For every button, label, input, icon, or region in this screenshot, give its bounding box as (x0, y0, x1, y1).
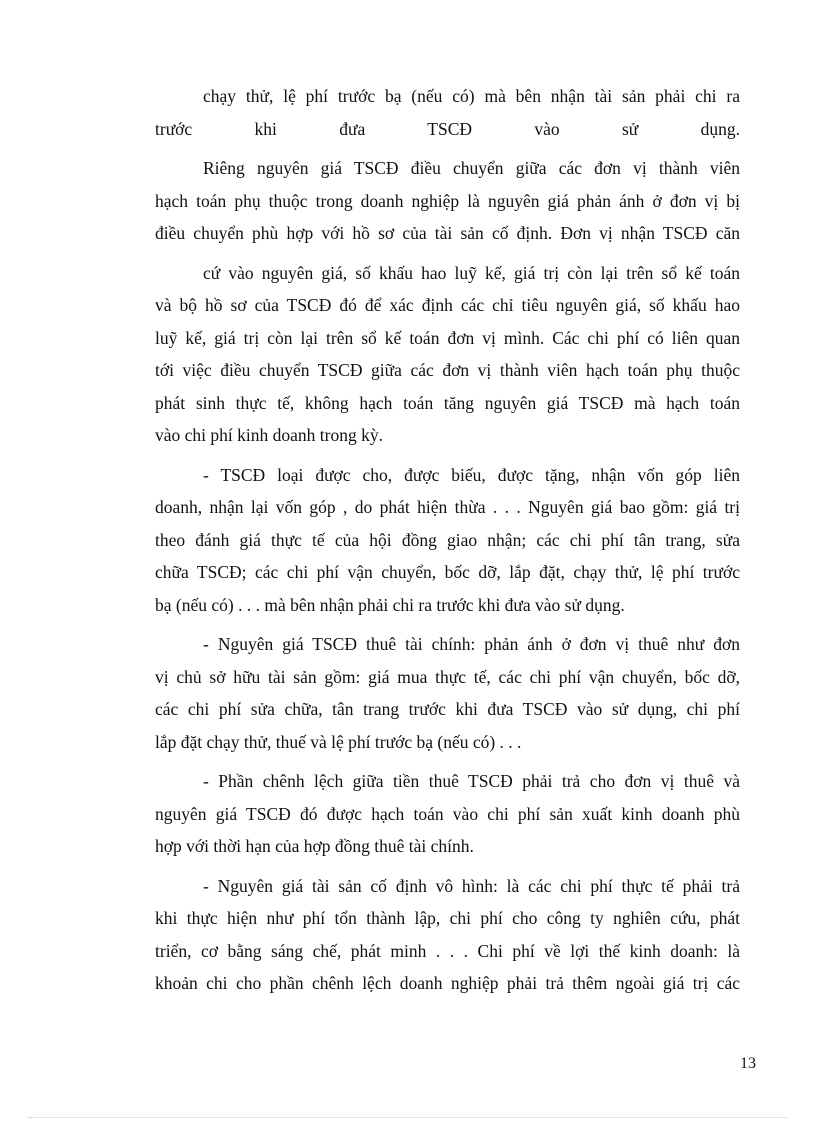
text-line: vị chủ sở hữu tài sản gồm: giá mua thực tế, các chi phí vận chuyển, bốc dỡ, (155, 666, 740, 687)
paragraph (155, 257, 740, 452)
text-line: doanh, nhận lại vốn góp , do phát hiện thừa . . . Nguyên giá bao gồm: giá trị (155, 497, 740, 517)
text-line: phát sinh thực tế, không hạch toán tăng nguyên giá TSCĐ mà hạch toán (155, 392, 740, 413)
paragraph (155, 765, 740, 863)
text-line: hạch toán phụ thuộc trong doanh nghiệp là nguyên giá phản ánh ở đơn vị bị (155, 190, 740, 211)
paragraph-gap (155, 621, 740, 628)
paragraph (155, 628, 740, 758)
footer-divider (28, 1117, 788, 1118)
paragraph (155, 459, 740, 622)
paragraph-gap (155, 863, 740, 870)
text-line: Riêng nguyên giá TSCĐ điều chuyển giữa các đơn vị thành viên (203, 158, 740, 178)
text-line: các chi phí sửa chữa, tân trang trước khi đưa TSCĐ vào sử dụng, chi phí (155, 699, 740, 719)
paragraph (155, 152, 740, 250)
paragraph (155, 870, 740, 1000)
text-line: - TSCĐ loại được cho, được biếu, được tặng, nhận vốn góp liên (203, 464, 740, 485)
text-line: khi thực hiện như phí tổn thành lập, chi phí cho công ty nghiên cứu, phát (155, 908, 740, 928)
text-line: nguyên giá TSCĐ đó được hạch toán vào chi phí sản xuất kinh doanh phù (155, 803, 740, 824)
page-number: 13 (740, 1055, 756, 1072)
text-line: vào chi phí kinh doanh trong kỳ. (155, 425, 383, 445)
text-line: chạy thử, lệ phí trước bạ (nếu có) mà bên nhận tài sản phải chi ra (203, 86, 740, 106)
text-line: - Nguyên giá tài sản cố định vô hình: là các chi phí thực tế phải trả (203, 875, 740, 896)
paragraph-gap (155, 758, 740, 765)
text-line: lắp đặt chạy thử, thuế và lệ phí trước bạ (nếu có) . . . (155, 731, 522, 752)
text-line: bạ (nếu có) . . . mà bên nhận phải chi ra trước khi đưa vào sử dụng. (155, 594, 625, 615)
text-line: hợp với thời hạn của hợp đồng thuê tài chính. (155, 836, 474, 856)
text-line: điều chuyển phù hợp với hồ sơ của tài sản cố định. Đơn vị nhận TSCĐ căn (155, 223, 740, 243)
text-line: khoản chi cho phần chênh lệch doanh nghiệp phải trả thêm ngoài giá trị các (155, 973, 740, 993)
text-line: chữa TSCĐ; các chi phí vận chuyển, bốc dỡ, lắp đặt, chạy thử, lệ phí trước (155, 562, 740, 582)
paragraph-gap (155, 452, 740, 459)
text-line: tới việc điều chuyển TSCĐ giữa các đơn vị thành viên hạch toán phụ thuộc (155, 360, 740, 380)
paragraph (155, 80, 740, 145)
text-line: trước khi đưa TSCĐ vào sử dụng. (155, 118, 740, 139)
paragraph-gap (155, 145, 740, 152)
text-line: cứ vào nguyên giá, số khấu hao luỹ kế, giá trị còn lại trên sổ kế toán (203, 262, 740, 283)
text-line: - Nguyên giá TSCĐ thuê tài chính: phản ánh ở đơn vị thuê như đơn (203, 634, 740, 654)
text-line: luỹ kế, giá trị còn lại trên sổ kế toán đơn vị mình. Các chi phí có liên quan (155, 327, 740, 348)
text-line: theo đánh giá thực tế của hội đồng giao nhận; các chi phí tân trang, sửa (155, 529, 740, 550)
body-text (155, 80, 740, 1000)
text-line: triển, cơ bằng sáng chế, phát minh . . . Chi phí về lợi thế kinh doanh: là (155, 940, 740, 961)
text-line: và bộ hồ sơ của TSCĐ đó để xác định các chỉ tiêu nguyên giá, số khấu hao (155, 295, 740, 315)
paragraph-gap (155, 250, 740, 257)
text-line: - Phần chênh lệch giữa tiền thuê TSCĐ phải trả cho đơn vị thuê và (203, 771, 740, 791)
